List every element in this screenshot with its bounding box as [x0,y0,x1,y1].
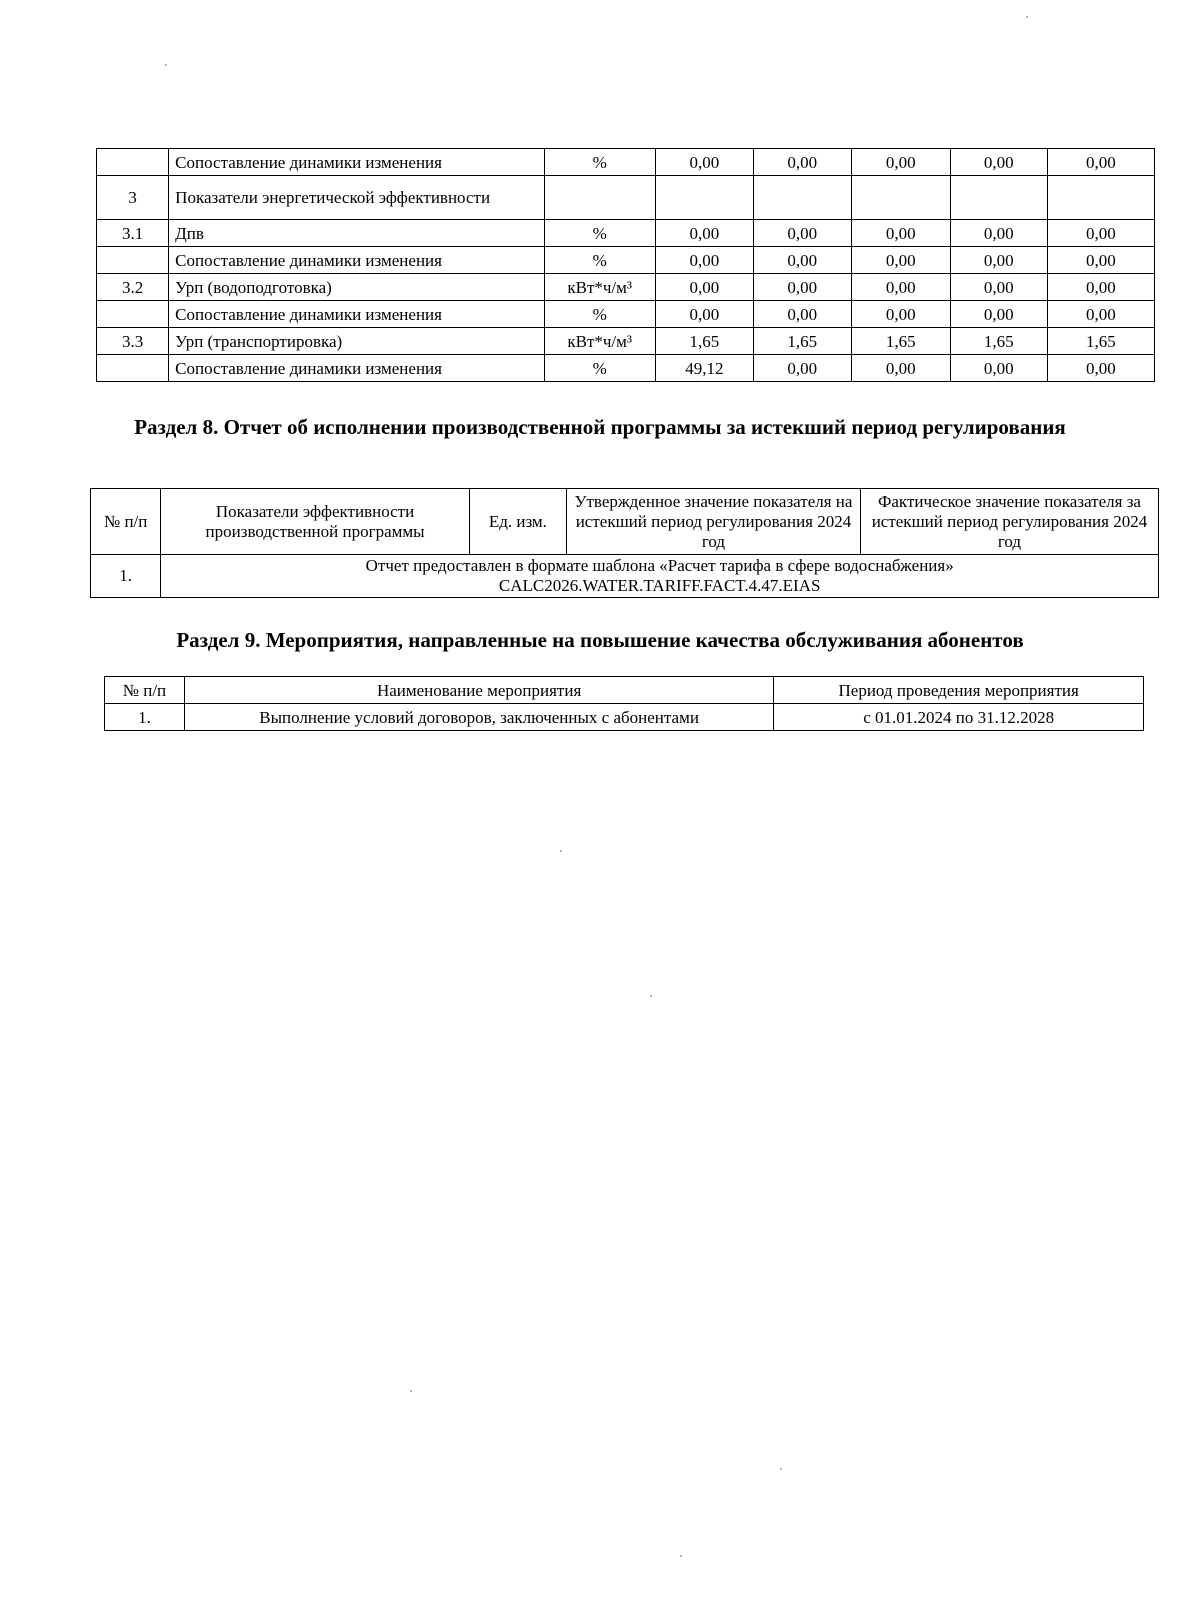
scan-speck [650,995,652,997]
value-cell: 0,00 [851,301,950,328]
row-number [97,247,169,274]
value-cell: 0,00 [950,247,1047,274]
indicator-name: Сопоставление динамики изменения [169,149,544,176]
header-unit: Ед. изм. [469,489,566,555]
value-cell: 1,65 [1047,328,1154,355]
measure-period: с 01.01.2024 по 31.12.2028 [774,704,1144,731]
indicator-row [97,328,1155,355]
value-cell: 0,00 [950,149,1047,176]
value-cell: 0,00 [1047,355,1154,382]
unit: % [544,149,655,176]
report-note [161,555,1159,598]
header-num: № п/п [91,489,161,555]
indicator-row [97,274,1155,301]
value-cell [950,176,1047,220]
value-cell: 49,12 [655,355,753,382]
section-9-header-row [105,677,1144,704]
unit: % [544,355,655,382]
indicator-name: Показатели энергетической эффективности [169,176,544,220]
section-9-title: Раздел 9. Мероприятия, направленные на повышение качества обслуживания абонентов [176,628,1024,652]
value-cell: 0,00 [753,355,851,382]
unit [544,176,655,220]
value-cell: 0,00 [950,301,1047,328]
value-cell: 0,00 [753,247,851,274]
unit: % [544,301,655,328]
value-cell: 1,65 [950,328,1047,355]
row-number [97,301,169,328]
value-cell [1047,176,1154,220]
indicators-table [96,148,1155,382]
scan-speck [780,1468,782,1470]
row-num: 1. [91,555,161,598]
value-cell: 1,65 [753,328,851,355]
value-cell: 0,00 [851,220,950,247]
indicator-name: Сопоставление динамики изменения [169,355,544,382]
value-cell: 1,65 [655,328,753,355]
header-actual: Фактическое значение показателя за истекший период регулирования 2024 год [860,489,1158,555]
value-cell: 0,00 [1047,301,1154,328]
indicator-row [97,301,1155,328]
indicator-row [97,220,1155,247]
row-num: 1. [105,704,185,731]
indicator-name: Урп (транспортировка) [169,328,544,355]
indicator-row [97,149,1155,176]
value-cell [851,176,950,220]
scan-speck [680,1555,682,1557]
value-cell [753,176,851,220]
value-cell: 0,00 [950,355,1047,382]
value-cell: 0,00 [655,220,753,247]
value-cell: 0,00 [655,274,753,301]
row-number: 3 [97,176,169,220]
header-name: Наименование мероприятия [184,677,773,704]
indicator-name: Урп (водоподготовка) [169,274,544,301]
header-approved: Утвержденное значение показателя на истекший период регулирования 2024 год [567,489,861,555]
value-cell: 0,00 [950,274,1047,301]
row-number [97,149,169,176]
unit: кВт*ч/м³ [544,328,655,355]
report-note-line1: Отчет предоставлен в формате шаблона «Расчет тарифа в сфере водоснабжения» [365,556,954,575]
section-8-table [90,488,1159,598]
value-cell [655,176,753,220]
section-8-title: Раздел 8. Отчет об исполнении производственной программы за истекший период регулирования [134,415,1066,439]
value-cell: 0,00 [753,301,851,328]
value-cell: 0,00 [753,274,851,301]
row-number: 3.2 [97,274,169,301]
value-cell: 0,00 [950,220,1047,247]
value-cell: 0,00 [1047,220,1154,247]
value-cell: 0,00 [1047,247,1154,274]
header-period: Период проведения мероприятия [774,677,1144,704]
value-cell: 0,00 [655,301,753,328]
scan-speck [560,850,562,852]
row-number: 3.3 [97,328,169,355]
indicator-name: Сопоставление динамики изменения [169,301,544,328]
value-cell: 0,00 [655,247,753,274]
value-cell: 0,00 [851,149,950,176]
value-cell: 0,00 [851,247,950,274]
indicator-row [97,176,1155,220]
section-8-row [91,555,1159,598]
indicator-row [97,355,1155,382]
indicator-name: Дпв [169,220,544,247]
value-cell: 0,00 [851,355,950,382]
indicator-name: Сопоставление динамики изменения [169,247,544,274]
scan-speck [1026,16,1028,18]
value-cell: 1,65 [851,328,950,355]
measure-name: Выполнение условий договоров, заключенных с абонентами [184,704,773,731]
scan-speck [165,64,167,66]
row-number: 3.1 [97,220,169,247]
value-cell: 0,00 [1047,274,1154,301]
unit: кВт*ч/м³ [544,274,655,301]
indicator-row [97,247,1155,274]
header-num: № п/п [105,677,185,704]
value-cell: 0,00 [1047,149,1154,176]
section-9-table [104,676,1144,731]
value-cell: 0,00 [655,149,753,176]
row-number [97,355,169,382]
section-9-row [105,704,1144,731]
header-indicators: Показатели эффективности производственной программы [161,489,469,555]
value-cell: 0,00 [753,149,851,176]
section-8-header-row [91,489,1159,555]
unit: % [544,220,655,247]
value-cell: 0,00 [851,274,950,301]
report-note-line2: CALC2026.WATER.TARIFF.FACT.4.47.EIAS [498,576,821,595]
value-cell: 0,00 [753,220,851,247]
unit: % [544,247,655,274]
scan-speck [410,1390,412,1392]
